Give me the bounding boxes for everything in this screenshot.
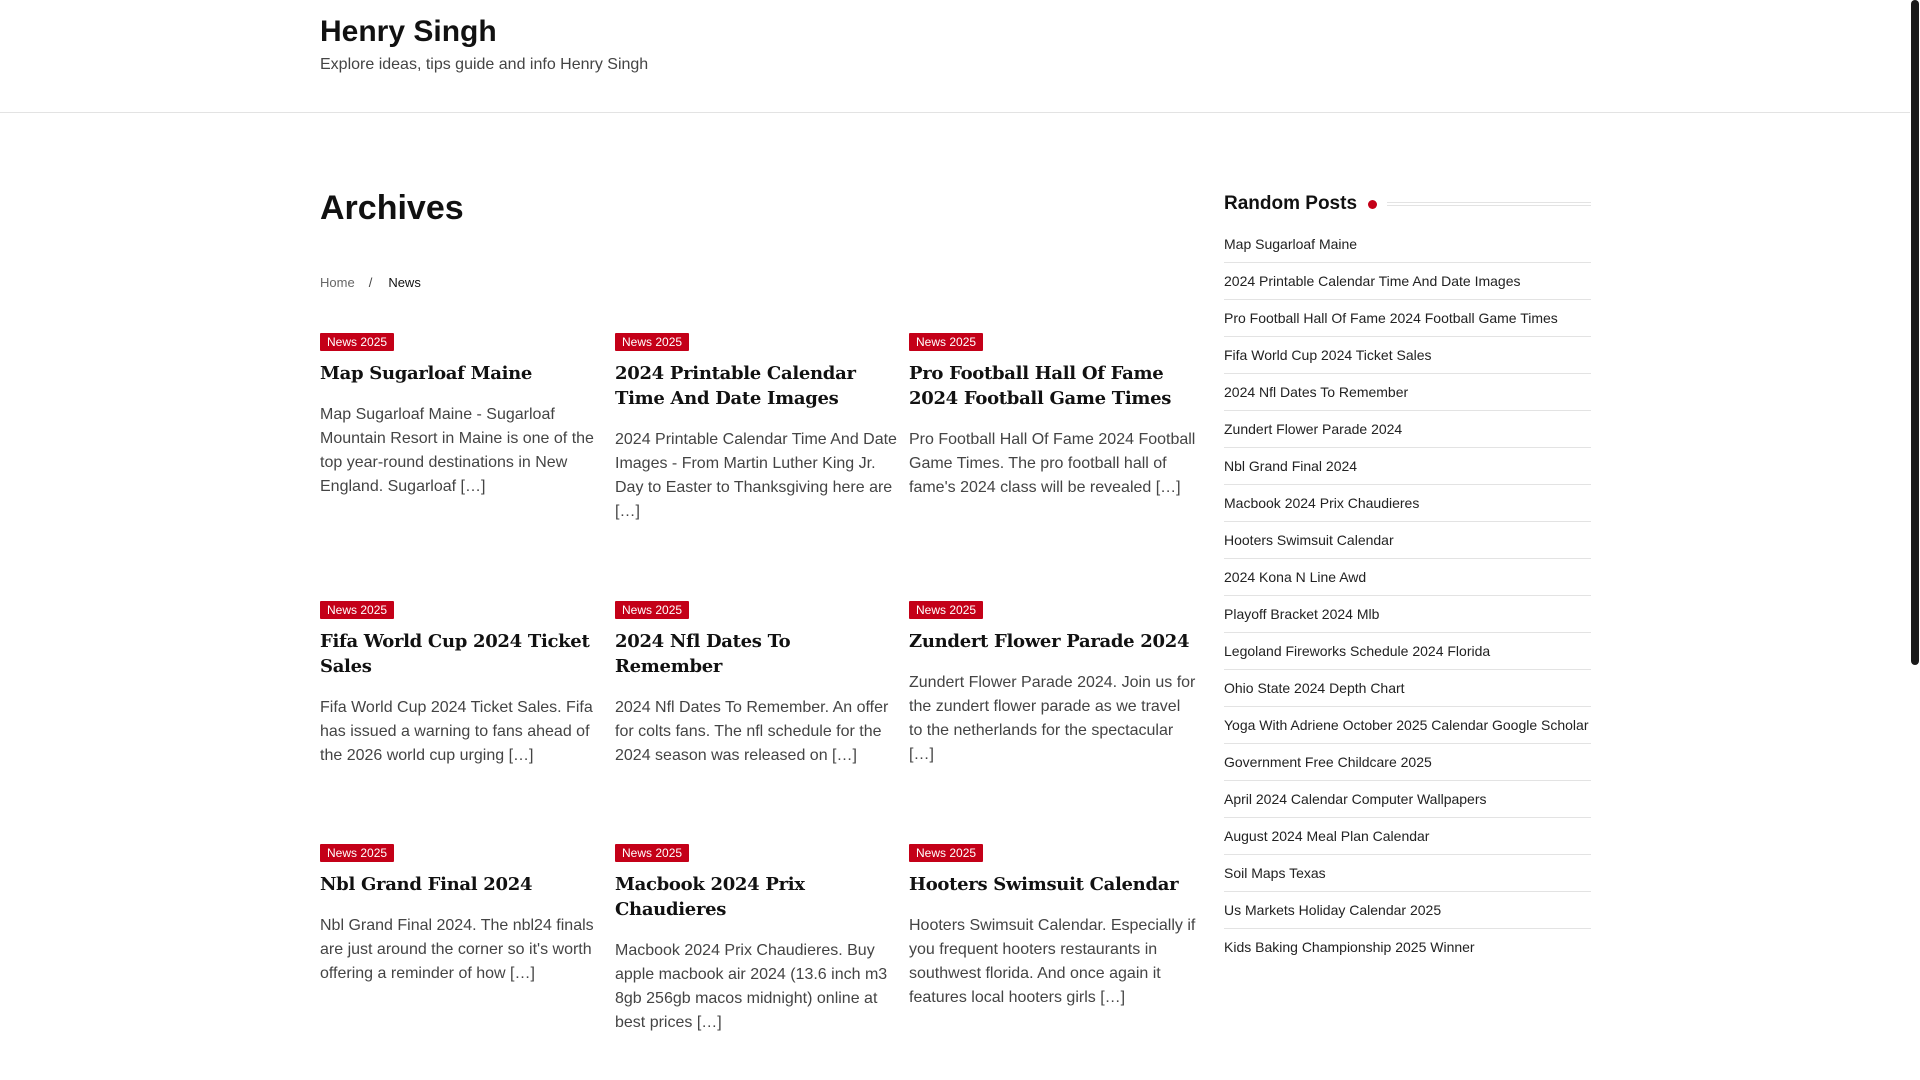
post-title-link[interactable]: Fifa World Cup 2024 Ticket Sales xyxy=(320,631,590,677)
post-title-link[interactable]: 2024 Printable Calendar Time And Date Images xyxy=(615,363,856,409)
category-badge[interactable]: News 2025 xyxy=(909,844,983,862)
random-post-link[interactable]: Hooters Swimsuit Calendar xyxy=(1224,522,1591,559)
random-post-link[interactable]: August 2024 Meal Plan Calendar xyxy=(1224,818,1591,855)
post-excerpt: Fifa World Cup 2024 Ticket Sales. Fifa has issued a warning to fans ahead of the 2026 world cup urging […] xyxy=(320,699,593,764)
post-title-link[interactable]: Map Sugarloaf Maine xyxy=(320,363,533,384)
random-post-link[interactable]: Legoland Fireworks Schedule 2024 Florida xyxy=(1224,633,1591,670)
random-post-link[interactable]: Yoga With Adriene October 2025 Calendar Google Scholar xyxy=(1224,707,1591,744)
post-excerpt: Zundert Flower Parade 2024. Join us for the zundert flower parade as we travel to the netherlands for the spectacular […] xyxy=(909,674,1196,763)
post-card xyxy=(615,333,903,524)
random-post-link[interactable]: Pro Football Hall Of Fame 2024 Football Game Times xyxy=(1224,300,1591,337)
random-post-link[interactable]: Nbl Grand Final 2024 xyxy=(1224,448,1591,485)
breadcrumb xyxy=(320,274,421,292)
category-badge[interactable]: News 2025 xyxy=(909,333,983,351)
random-post-link[interactable]: 2024 Printable Calendar Time And Date Images xyxy=(1224,263,1591,300)
category-badge[interactable]: News 2025 xyxy=(320,601,394,619)
random-post-link[interactable]: Soil Maps Texas xyxy=(1224,855,1591,892)
page-title: Archives xyxy=(320,189,464,227)
category-badge[interactable]: News 2025 xyxy=(320,844,394,862)
sidebar-random-posts xyxy=(1224,190,1591,965)
random-post-link[interactable]: 2024 Kona N Line Awd xyxy=(1224,559,1591,596)
accent-dot xyxy=(1368,200,1377,209)
post-excerpt: 2024 Printable Calendar Time And Date Images - From Martin Luther King Jr. Day to Easter to Thanksgiving here are […] xyxy=(615,431,897,520)
random-post-link[interactable]: 2024 Nfl Dates To Remember xyxy=(1224,374,1591,411)
post-card xyxy=(615,601,903,768)
post-title-link[interactable]: Hooters Swimsuit Calendar xyxy=(909,874,1179,895)
breadcrumb-current: News xyxy=(388,275,421,290)
breadcrumb-home-link[interactable]: Home xyxy=(320,275,355,290)
random-post-link[interactable]: Macbook 2024 Prix Chaudieres xyxy=(1224,485,1591,522)
widget-title: Random Posts xyxy=(1224,193,1358,214)
post-card xyxy=(320,601,608,768)
scrollbar-thumb[interactable] xyxy=(1911,0,1919,665)
random-post-link[interactable]: Fifa World Cup 2024 Ticket Sales xyxy=(1224,337,1591,374)
post-excerpt: Hooters Swimsuit Calendar. Especially if you frequent hooters restaurants in southwest florida. And once again it features local hooters girls […] xyxy=(909,917,1196,1006)
random-post-link[interactable]: Zundert Flower Parade 2024 xyxy=(1224,411,1591,448)
category-badge[interactable]: News 2025 xyxy=(615,333,689,351)
random-post-link[interactable]: Us Markets Holiday Calendar 2025 xyxy=(1224,892,1591,929)
random-post-link[interactable]: April 2024 Calendar Computer Wallpapers xyxy=(1224,781,1591,818)
post-card xyxy=(320,844,608,986)
category-badge[interactable]: News 2025 xyxy=(615,601,689,619)
random-post-link[interactable]: Playoff Bracket 2024 Mlb xyxy=(1224,596,1591,633)
post-title-link[interactable]: Macbook 2024 Prix Chaudieres xyxy=(615,874,805,920)
site-title[interactable]: Henry Singh xyxy=(320,15,497,48)
post-title-link[interactable]: Zundert Flower Parade 2024 xyxy=(909,631,1190,652)
page-scrollbar[interactable] xyxy=(1910,0,1920,1080)
post-title-link[interactable]: Nbl Grand Final 2024 xyxy=(320,874,533,895)
post-excerpt: Macbook 2024 Prix Chaudieres. Buy apple macbook air 2024 (13.6 inch m3 8gb 256gb macos midnight) online at best prices […] xyxy=(615,942,888,1031)
random-posts-list xyxy=(1224,226,1591,965)
category-badge[interactable]: News 2025 xyxy=(615,844,689,862)
post-excerpt: Pro Football Hall Of Fame 2024 Football Game Times. The pro football hall of fame's 2024 class will be revealed […] xyxy=(909,431,1196,496)
category-badge[interactable]: News 2025 xyxy=(909,601,983,619)
widget-divider xyxy=(1387,202,1591,206)
post-card xyxy=(909,601,1197,767)
site-header xyxy=(0,0,1910,113)
post-excerpt: Nbl Grand Final 2024. The nbl24 finals are just around the corner so it's worth offering a reminder of how […] xyxy=(320,917,594,982)
post-card xyxy=(615,844,903,1035)
post-card xyxy=(909,333,1197,500)
random-post-link[interactable]: Map Sugarloaf Maine xyxy=(1224,226,1591,263)
breadcrumb-separator: / xyxy=(368,275,373,290)
random-post-link[interactable]: Government Free Childcare 2025 xyxy=(1224,744,1591,781)
random-post-link[interactable]: Kids Baking Championship 2025 Winner xyxy=(1224,939,1475,955)
post-excerpt: Map Sugarloaf Maine - Sugarloaf Mountain Resort in Maine is one of the top year-round destinations in New England. Sugarloaf […] xyxy=(320,406,594,495)
post-card xyxy=(320,333,608,499)
random-post-link[interactable]: Ohio State 2024 Depth Chart xyxy=(1224,670,1591,707)
category-badge[interactable]: News 2025 xyxy=(320,333,394,351)
post-title-link[interactable]: 2024 Nfl Dates To Remember xyxy=(615,631,791,677)
post-excerpt: 2024 Nfl Dates To Remember. An offer for colts fans. The nfl schedule for the 2024 season was released on […] xyxy=(615,699,889,764)
widget-header xyxy=(1224,190,1591,218)
post-title-link[interactable]: Pro Football Hall Of Fame 2024 Football Game Times xyxy=(909,363,1172,409)
post-card xyxy=(909,844,1197,1010)
site-tagline: Explore ideas, tips guide and info Henry Singh xyxy=(320,56,649,73)
